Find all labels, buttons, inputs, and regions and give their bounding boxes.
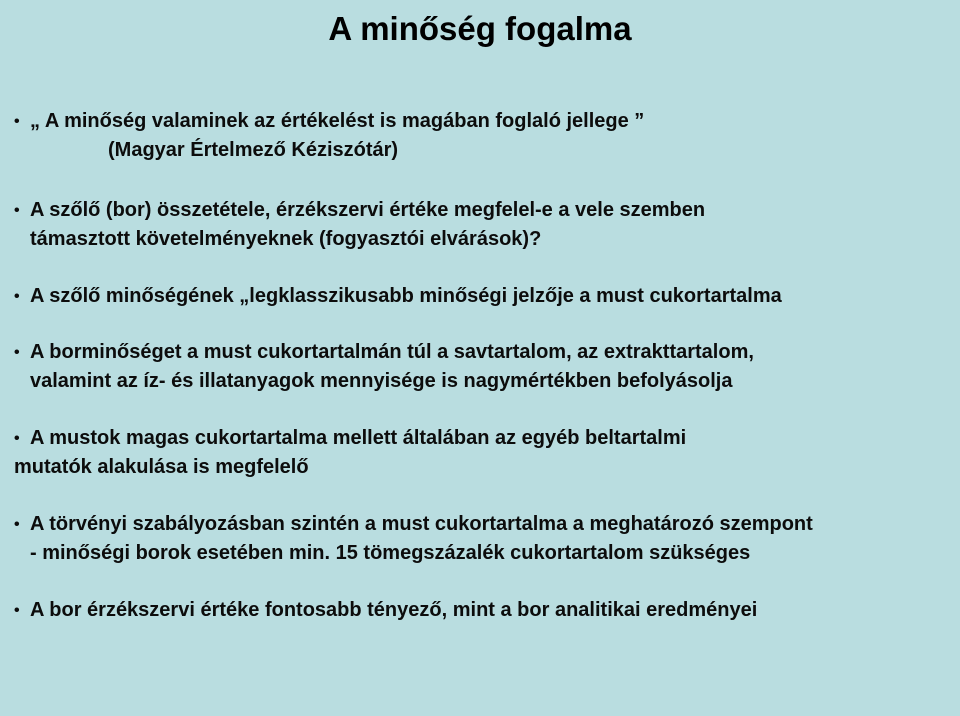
bullet-text: A szőlő (bor) összetétele, érzékszervi értéke megfelel-e a vele szemben <box>30 199 706 221</box>
bullet-text: „ A minőség valaminek az értékelést is magában foglaló jellege ” <box>30 110 645 132</box>
bullet-line-continuation: támasztott követelményeknek (fogyasztói elvárások)? <box>30 228 542 250</box>
bullet-item-composition <box>14 196 960 254</box>
bullet-dot-icon: • <box>14 113 20 130</box>
bullet-text: A borminőséget a must cukortartalmán túl a savtartalom, az extrakttartalom, <box>30 341 754 363</box>
bullet-line <box>14 196 960 225</box>
bullet-item-must-indicators <box>14 424 960 482</box>
bullet-item-regulation <box>14 510 960 568</box>
bullet-dot-icon: • <box>14 202 20 219</box>
bullet-line <box>14 107 960 136</box>
bullet-line <box>14 338 960 367</box>
bullet-item-sugar-content <box>14 282 960 311</box>
bullet-text: A törvényi szabályozásban szintén a must cukortartalma a meghatározó szempont <box>30 513 813 535</box>
bullet-line-source: (Magyar Értelmező Kéziszótár) <box>108 139 399 161</box>
bullet-item-wine-quality <box>14 338 960 396</box>
bullet-dot-icon: • <box>14 344 20 361</box>
bullet-text: A szőlő minőségének „legklasszikusabb minőségi jelzője a must cukortartalma <box>30 285 782 307</box>
slide-title: A minőség fogalma <box>328 10 632 47</box>
bullet-line <box>14 282 960 311</box>
bullet-line <box>14 596 960 625</box>
bullet-text: A bor érzékszervi értéke fontosabb tényező, mint a bor analitikai eredményei <box>30 599 758 621</box>
bullet-dot-icon: • <box>14 602 20 619</box>
bullet-dot-icon: • <box>14 288 20 305</box>
bullet-item-definition <box>14 107 960 165</box>
bullet-text: A mustok magas cukortartalma mellett általában az egyéb beltartalmi <box>30 427 687 449</box>
bullet-dot-icon: • <box>14 430 20 447</box>
bullet-line <box>14 424 960 453</box>
bullet-item-sensory-value <box>14 596 960 625</box>
bullet-line-continuation: - minőségi borok esetében min. 15 tömegszázalék cukortartalom szükséges <box>30 542 751 564</box>
bullet-dot-icon: • <box>14 516 20 533</box>
bullet-line-continuation: valamint az íz- és illatanyagok mennyisége is nagymértékben befolyásolja <box>30 370 733 392</box>
bullet-line-continuation: mutatók alakulása is megfelelő <box>14 456 309 478</box>
bullet-line <box>14 510 960 539</box>
